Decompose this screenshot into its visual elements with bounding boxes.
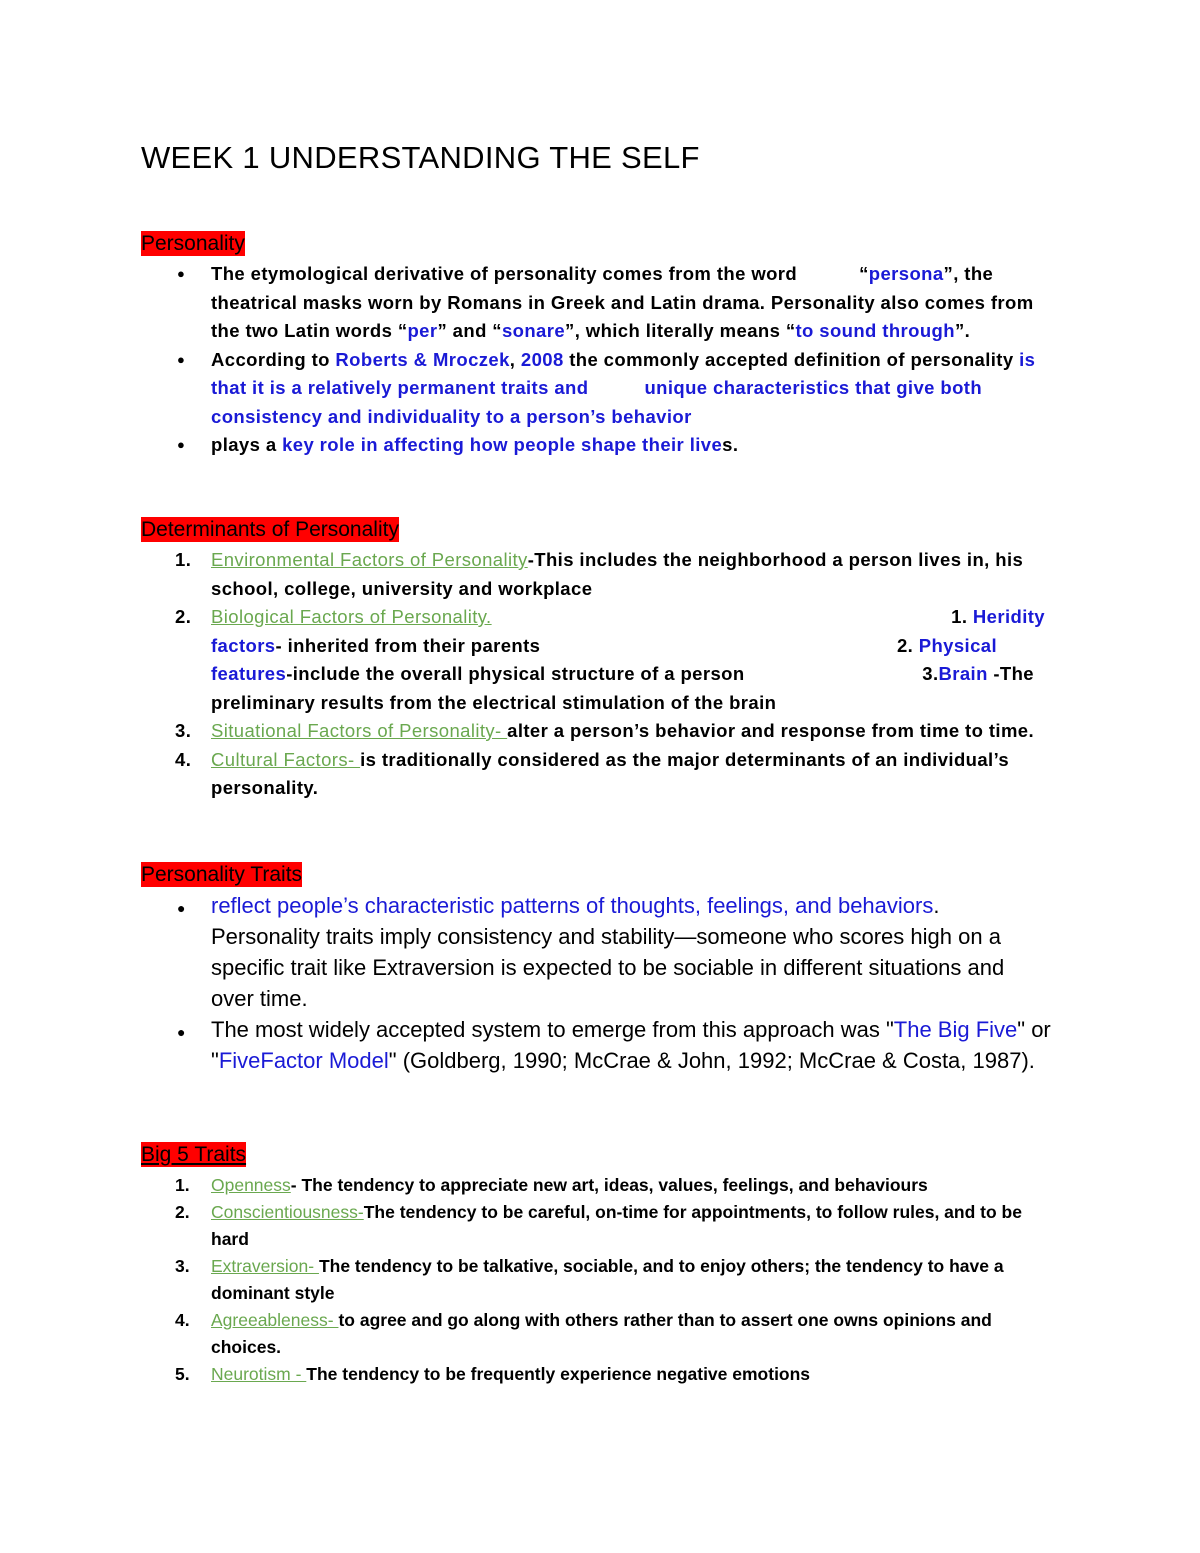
section-heading-traits: Personality Traits bbox=[141, 863, 303, 886]
term-per: per bbox=[407, 320, 438, 341]
term-persona: persona bbox=[868, 263, 944, 284]
list-item: 1. Environmental Factors of Personality-This includes the neighborhood a person lives in, his school, college, university and workplace bbox=[175, 549, 1024, 599]
list-item: 1. Openness- The tendency to appreciate new art, ideas, values, feelings, and behaviours bbox=[175, 1175, 928, 1195]
section-heading-big5: Big 5 Traits bbox=[141, 1143, 247, 1166]
heridity-factors-term: Heridity bbox=[972, 606, 1045, 627]
trait-term: Agreeableness- bbox=[211, 1310, 339, 1330]
citation-author: Roberts & Mroczek bbox=[335, 348, 510, 370]
determinant-term: Situational Factors of Personality- bbox=[211, 720, 508, 741]
term-five-factor-model: FiveFactor Model bbox=[218, 1048, 389, 1073]
definition-text-cont: unique characteristics that give both consistency and individuality to a person’s behavior bbox=[211, 377, 983, 427]
list-item: 2. Conscientiousness-The tendency to be careful, on-time for appointments, to follow rules, and to be hard bbox=[175, 1202, 1022, 1249]
physical-features-term: Physical bbox=[918, 634, 997, 656]
term-to-sound-through: to sound through bbox=[795, 320, 955, 341]
list-item: ● plays a key role in affecting how people shape their lives. bbox=[141, 431, 1061, 460]
big5-list bbox=[141, 1172, 1061, 1388]
trait-term: Neurotism - bbox=[211, 1364, 307, 1384]
list-item: 2. Biological Factors of Personality. 1. Heridity factors- inherited from their parents 2. Physical features-include the overall physical structure of a person 3.Brain -The preliminary results from the electrical stimulation of the brain bbox=[141, 603, 1061, 717]
key-role-text: key role in affecting how people shape their live bbox=[282, 434, 723, 455]
definition-text: is that it is a relatively permanent traits and bbox=[211, 348, 1036, 398]
list-item: ● The most widely accepted system to emerge from this approach was "The Big Five" or "FiveFactor Model" (Goldberg, 1990; McCrae & John, 1992; McCrae & Costa, 1987). bbox=[141, 1014, 1051, 1076]
brain-term: Brain bbox=[938, 663, 988, 684]
determinant-term: Cultural Factors- bbox=[211, 748, 361, 770]
list-item: ● reflect people’s characteristic patterns of thoughts, feelings, and behaviors. Personality traits imply consistency and stability—someone who scores high on a specific trait like Extraversion is expected to be sociable in different situations and over time. bbox=[141, 890, 1051, 1014]
determinants-list bbox=[141, 546, 1061, 803]
list-item: 4. Agreeableness- to agree and go along with others rather than to assert one owns opinions and choices. bbox=[175, 1310, 992, 1357]
list-item: ● According to Roberts & Mroczek, 2008 the commonly accepted definition of personality is that it is a relatively permanent traits and unique characteristics that give both consistency and individuality to a person’s behavior bbox=[141, 346, 1061, 432]
personality-list bbox=[141, 260, 1061, 460]
list-item: 4. Cultural Factors- is traditionally considered as the major determinants of an individual’s personality. bbox=[175, 748, 1010, 798]
term-sonare: sonare bbox=[501, 320, 566, 341]
list-item: 3. Extraversion- The tendency to be talkative, sociable, and to enjoy others; the tendency to have a dominant style bbox=[175, 1256, 1004, 1303]
traits-list bbox=[141, 890, 1051, 1076]
list-item: 5. Neurotism - The tendency to be frequently experience negative emotions bbox=[175, 1364, 811, 1384]
traits-definition: reflect people’s characteristic patterns of thoughts, feelings, and behaviors bbox=[211, 893, 934, 918]
section-heading-determinants: Determinants of Personality bbox=[141, 518, 399, 541]
determinant-term: Biological Factors of Personality. bbox=[211, 606, 492, 627]
list-item: ● The etymological derivative of personality comes from the word “persona”, the theatrical masks worn by Romans in Greek and Latin drama. Personality also comes from the two Latin words “per” and “sonare”, which literally means “to sound through”. bbox=[141, 260, 1061, 346]
list-item: 3. Situational Factors of Personality- alter a person’s behavior and response from time to time. bbox=[175, 720, 1035, 741]
trait-term: Conscientiousness- bbox=[211, 1202, 364, 1222]
trait-term: Openness bbox=[211, 1175, 291, 1195]
section-heading-personality: Personality bbox=[141, 232, 245, 255]
page-title: WEEK 1 UNDERSTANDING THE SELF bbox=[141, 140, 700, 175]
term-big-five: The Big Five bbox=[893, 1017, 1018, 1042]
determinant-term: Environmental Factors of Personality bbox=[211, 549, 528, 570]
trait-term: Extraversion- bbox=[211, 1256, 319, 1276]
citation-year: 2008 bbox=[520, 348, 564, 370]
